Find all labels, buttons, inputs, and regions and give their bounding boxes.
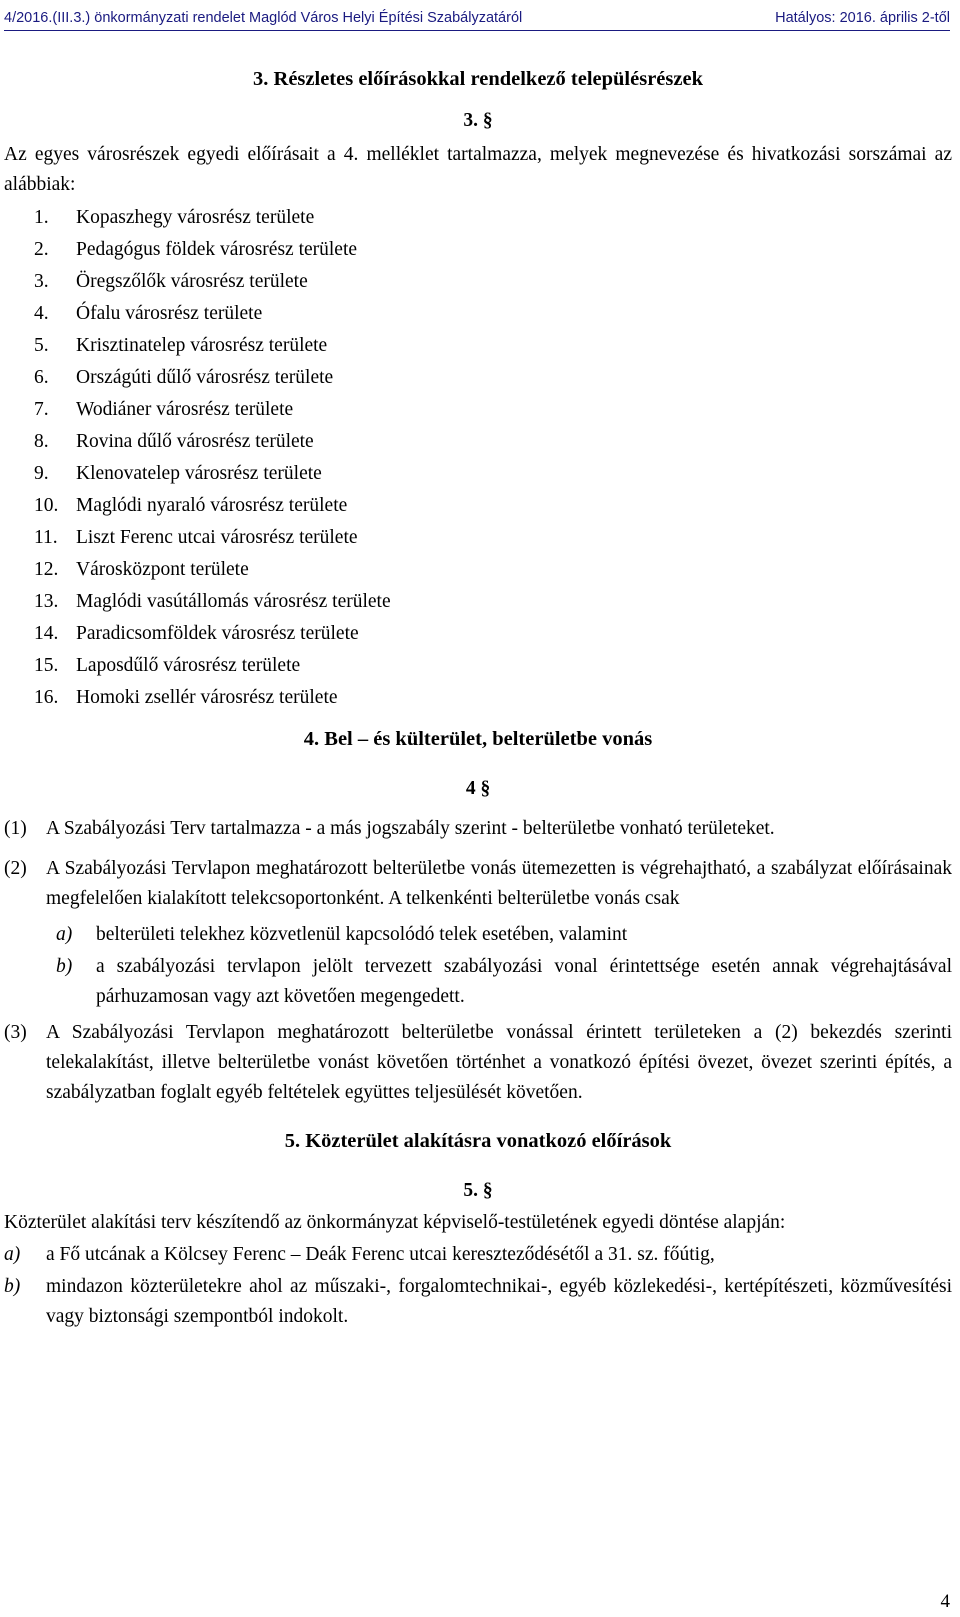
paragraph-text: A Szabályozási Terv tartalmazza - a más jogszabály szerint - belterületbe vonható területeket. bbox=[46, 818, 775, 839]
document-body bbox=[4, 60, 952, 1332]
list-item: 12. Városközpont területe bbox=[34, 559, 249, 580]
section-5-heading: 5. § bbox=[463, 1180, 493, 1201]
section-4-heading: 4 § bbox=[465, 778, 491, 799]
point-text: mindazon közterületekre ahol az műszaki-, forgalomtechnikai-, egyéb közlekedési-, kertépítészeti, közművesítési vagy biztonsági szempontból indokolt. bbox=[46, 1276, 952, 1327]
list-item: 13. Maglódi vasútállomás városrész területe bbox=[34, 591, 391, 612]
paragraph-text: A Szabályozási Tervlapon meghatározott belterületbe vonással érintett területeken a (2) bekezdés szerinti telekalakítást, illetve belterületbe vonást követően történhet a vonatkozó építési övezet, övezet szerinti építés, a szabályzatban foglalt egyéb feltételek együttes teljesülését követően. bbox=[46, 1022, 952, 1103]
list-item: 16. Homoki zsellér városrész területe bbox=[34, 687, 338, 708]
list-item: 3. Öregszőlők városrész területe bbox=[34, 271, 308, 292]
paragraph-label: (1) bbox=[4, 818, 27, 839]
list-item: 9. Klenovatelep városrész területe bbox=[34, 463, 322, 484]
point-text: a Fő utcának a Kölcsey Ferenc – Deák Ferenc utcai kereszteződésétől a 31. sz. főútig, bbox=[46, 1244, 715, 1265]
paragraph-text: A Szabályozási Tervlapon meghatározott belterületbe vonás ütemezetten is végrehajtható, a szabályzat előírásainak megfelelően kialakított telekcsoportonként. A telkenkénti belterületbe vonás csak bbox=[46, 858, 952, 909]
list-item: 2. Pedagógus földek városrész területe bbox=[34, 239, 358, 260]
point-5-a bbox=[4, 1240, 952, 1270]
paragraph-label: (2) bbox=[4, 858, 27, 879]
section-3-heading: 3. § bbox=[463, 110, 493, 131]
paragraph-4-2 bbox=[4, 854, 952, 914]
list-item: 5. Krisztinatelep városrész területe bbox=[34, 335, 328, 356]
chapter-3-title: 3. Részletes előírásokkal rendelkező településrészek bbox=[253, 68, 703, 90]
point-5-b bbox=[4, 1272, 952, 1332]
point-label: b) bbox=[56, 956, 73, 977]
point-4-2-b bbox=[4, 952, 952, 1012]
chapter-5-intro: Közterület alakítási terv készítendő az önkormányzat képviselő-testületének egyedi döntése alapján: bbox=[4, 1212, 786, 1233]
paragraph-label: (3) bbox=[4, 1022, 27, 1043]
chapter-4-title: 4. Bel – és külterület, belterületbe vonás bbox=[303, 728, 653, 750]
paragraph-4-1 bbox=[4, 814, 952, 844]
point-text: belterületi telekhez közvetlenül kapcsolódó telek esetében, valamint bbox=[96, 924, 628, 945]
chapter-3-intro: Az egyes városrészek egyedi előírásait a 4. melléklet tartalmazza, melyek megnevezése és hivatkozási sorszámai az alábbiak: bbox=[4, 144, 952, 195]
list-item: 14. Paradicsomföldek városrész területe bbox=[34, 623, 359, 644]
point-label: a) bbox=[4, 1244, 21, 1265]
chapter-5-title: 5. Közterület alakításra vonatkozó előírások bbox=[284, 1130, 672, 1152]
list-item: 7. Wodiáner városrész területe bbox=[34, 399, 294, 420]
running-header bbox=[4, 10, 950, 30]
header-effective-date: Hatályos: 2016. április 2-től bbox=[775, 10, 950, 26]
point-4-2-a bbox=[4, 920, 952, 950]
list-item: 8. Rovina dűlő városrész területe bbox=[34, 431, 314, 452]
list-item: 6. Országúti dűlő városrész területe bbox=[34, 367, 334, 388]
header-regulation-title: 4/2016.(III.3.) önkormányzati rendelet Maglód Város Helyi Építési Szabályzatáról bbox=[4, 10, 523, 26]
list-item: 15. Laposdűlő városrész területe bbox=[34, 655, 301, 676]
paragraph-4-3 bbox=[4, 1018, 952, 1108]
list-item: 11. Liszt Ferenc utcai városrész területe bbox=[34, 527, 358, 548]
point-text: a szabályozási tervlapon jelölt tervezett szabályozási vonal érintettsége esetén annak végrehajtásával párhuzamosan vagy azt követően megengedett. bbox=[96, 956, 952, 1007]
district-list bbox=[4, 202, 952, 714]
list-item: 4. Ófalu városrész területe bbox=[34, 303, 263, 324]
list-item: 1. Kopaszhegy városrész területe bbox=[34, 207, 315, 228]
point-label: b) bbox=[4, 1276, 21, 1297]
list-item: 10. Maglódi nyaraló városrész területe bbox=[34, 495, 348, 516]
point-label: a) bbox=[56, 924, 73, 945]
header-divider bbox=[4, 30, 950, 31]
page-number: 4 bbox=[940, 1591, 950, 1612]
